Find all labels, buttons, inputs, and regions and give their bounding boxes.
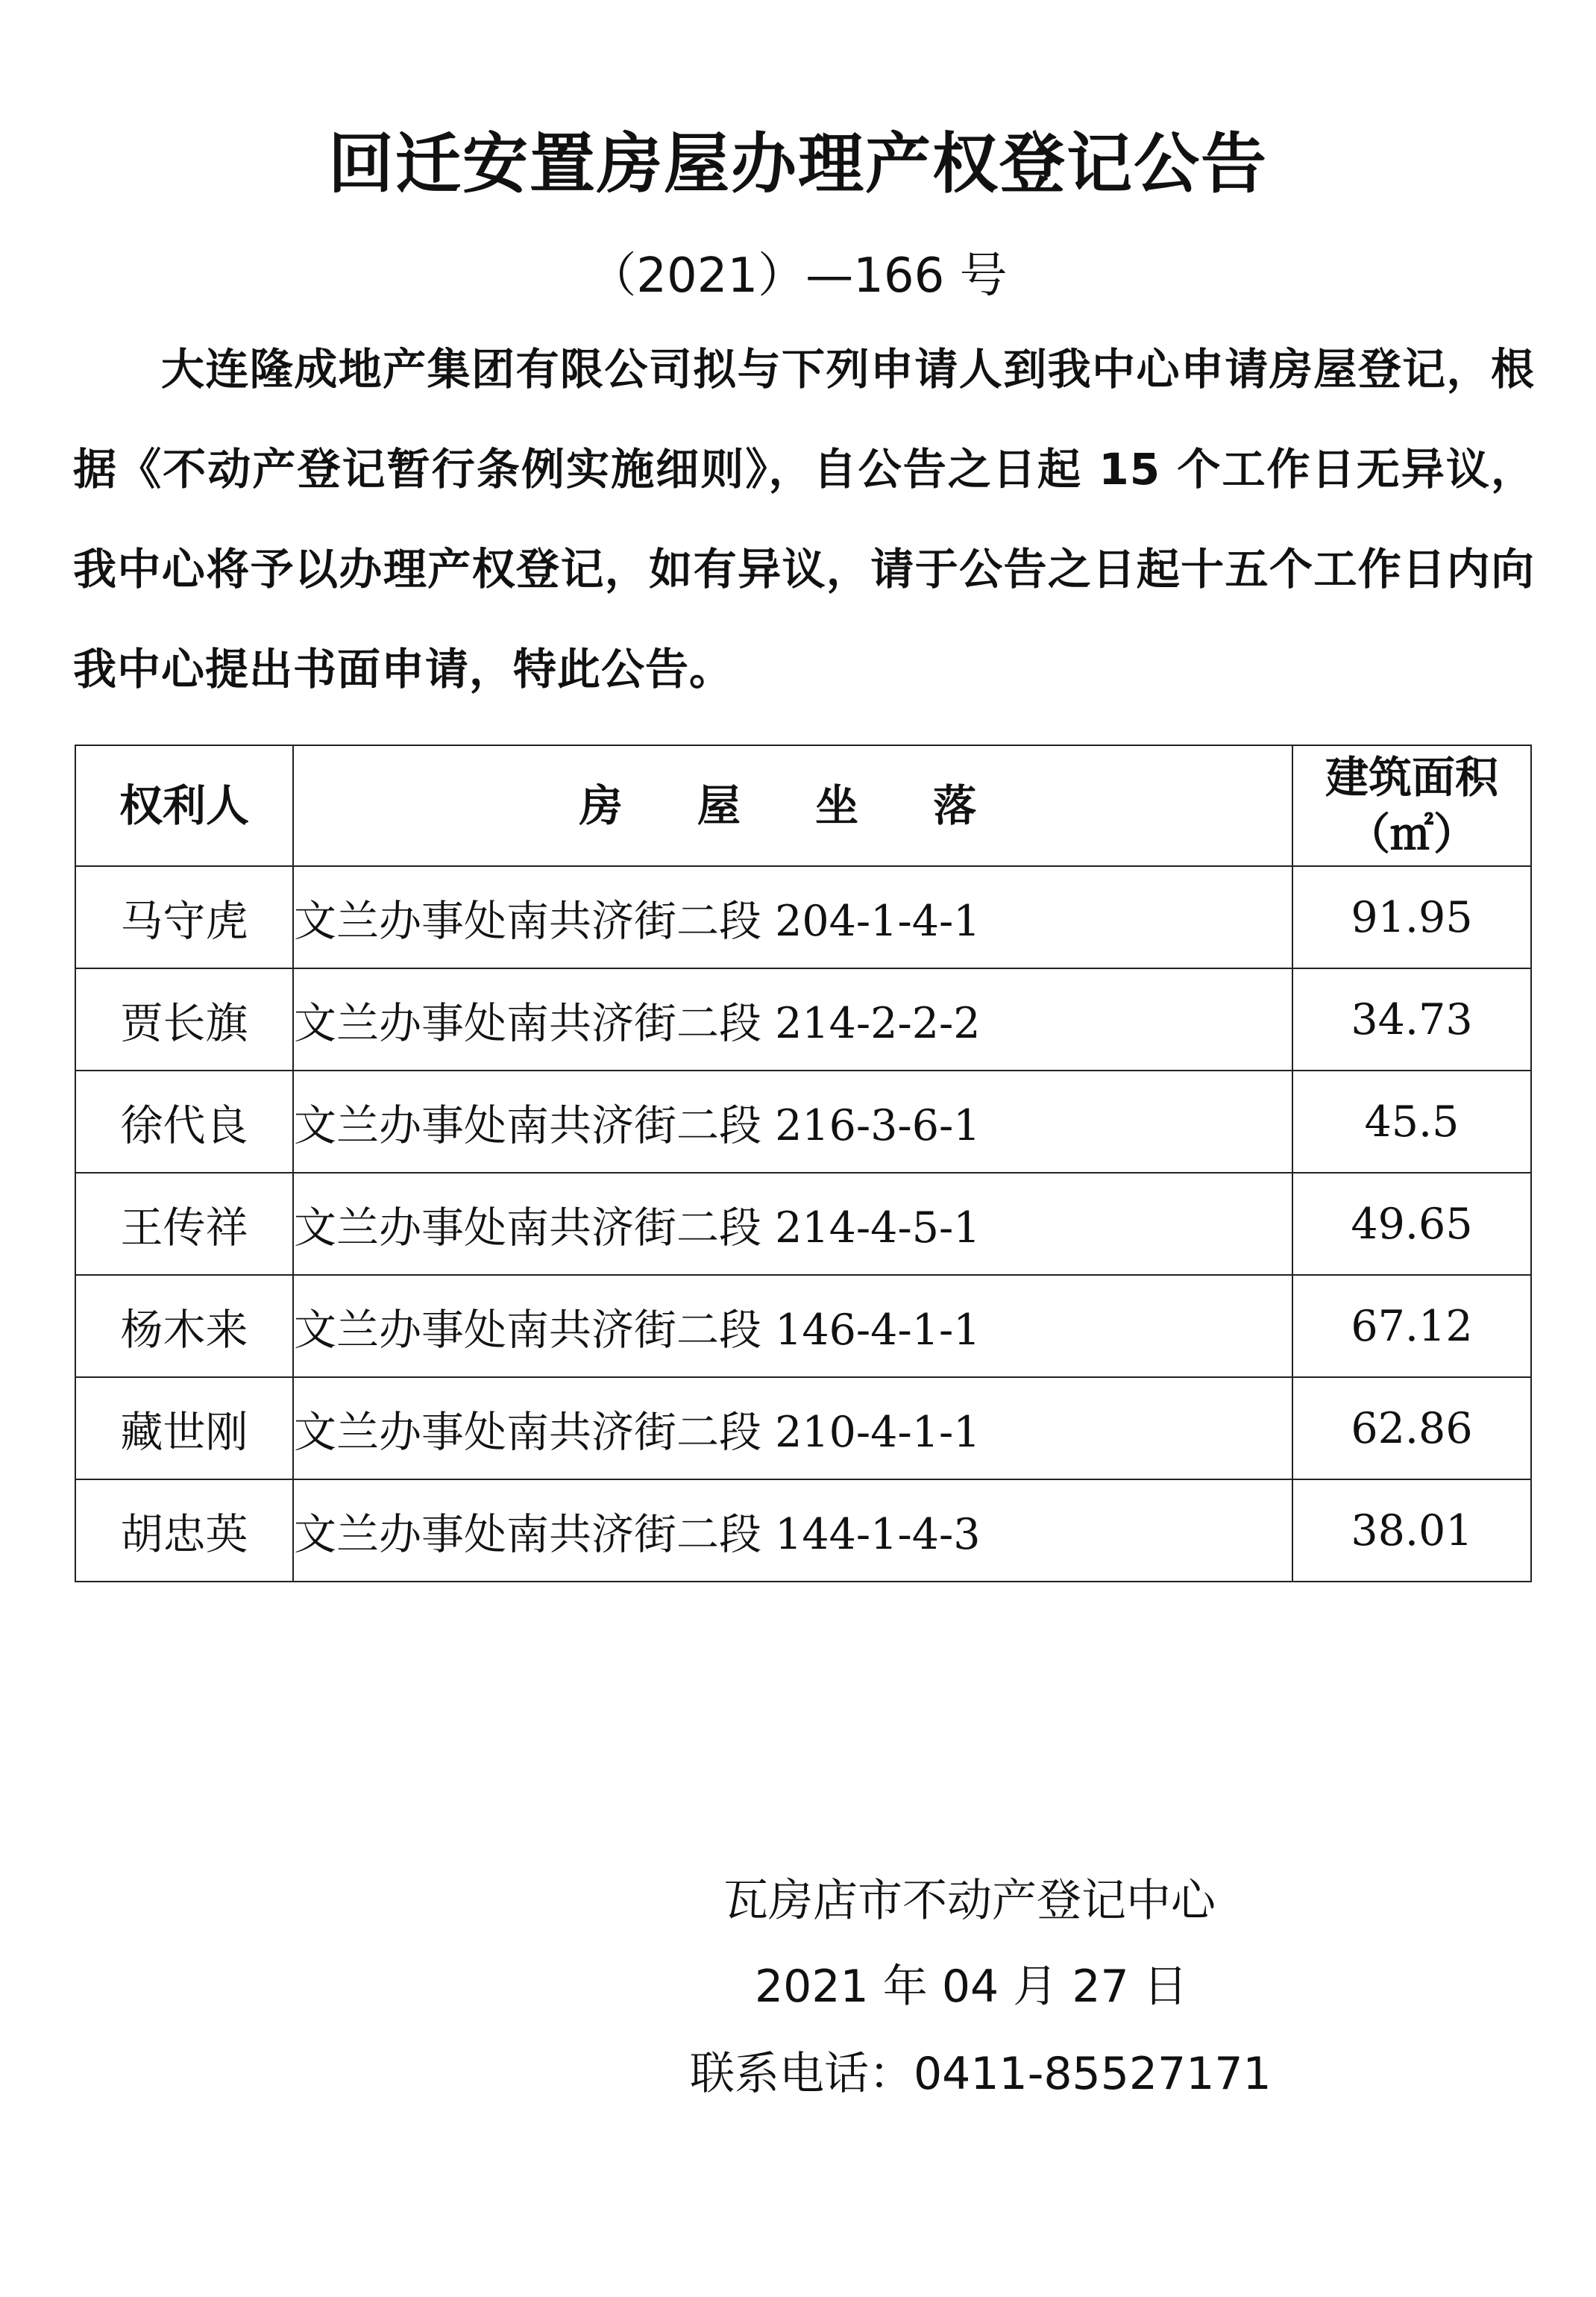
owner-cell: 胡忠英 <box>75 1479 293 1582</box>
contact-phone: 联系电话：0411-85527171 <box>690 2048 1272 2100</box>
table-row <box>75 1173 1531 1275</box>
address-cell: 文兰办事处南共济街二段 214-2-2-2 <box>293 968 1292 1071</box>
area-cell: 62.86 <box>1292 1377 1531 1479</box>
area-cell: 45.5 <box>1292 1071 1531 1173</box>
area-cell: 34.73 <box>1292 968 1531 1071</box>
area-cell: 67.12 <box>1292 1275 1531 1377</box>
issue-date: 2021 年 04 月 27 日 <box>755 1961 1188 2013</box>
table-row <box>75 1071 1531 1173</box>
notice-body: 大连隆成地产集团有限公司拟与下列申请人到我中心申请房屋登记，根据《不动产登记暂行条例实施细则》，自公告之日起 15 个工作日无异议，我中心将予以办理产权登记，如有异议，请于公告之日起十五个工作日内向我中心提出书面申请，特此公告。 <box>73 344 1535 695</box>
table-row <box>75 968 1531 1071</box>
address-cell: 文兰办事处南共济街二段 216-3-6-1 <box>293 1071 1292 1173</box>
page-title: 回迁安置房屋办理产权登记公告 <box>327 125 1268 202</box>
area-cell: 38.01 <box>1292 1479 1531 1582</box>
owner-cell: 徐代良 <box>75 1071 293 1173</box>
table-header-row <box>75 745 1531 866</box>
area-cell: 91.95 <box>1292 866 1531 968</box>
issuing-organization: 瓦房店市不动产登记中心 <box>723 1875 1216 1927</box>
table-row <box>75 866 1531 968</box>
header-address <box>293 745 1292 866</box>
table-row <box>75 1377 1531 1479</box>
address-cell: 文兰办事处南共济街二段 210-4-1-1 <box>293 1377 1292 1479</box>
header-owner: 权利人 <box>75 745 293 866</box>
header-area <box>1292 745 1531 866</box>
area-cell: 49.65 <box>1292 1173 1531 1275</box>
address-cell: 文兰办事处南共济街二段 144-1-4-3 <box>293 1479 1292 1582</box>
registry-table <box>75 745 1532 1582</box>
owner-cell: 藏世刚 <box>75 1377 293 1479</box>
header-address-label: 房 屋 坐 落 <box>579 780 1007 831</box>
header-area-unit: （㎡） <box>1346 809 1477 859</box>
header-area-label: 建筑面积 <box>1325 752 1498 803</box>
document-number: （2021）—166 号 <box>588 248 1008 304</box>
address-cell: 文兰办事处南共济街二段 204-1-4-1 <box>293 866 1292 968</box>
owner-cell: 贾长旗 <box>75 968 293 1071</box>
owner-cell: 杨木来 <box>75 1275 293 1377</box>
address-cell: 文兰办事处南共济街二段 146-4-1-1 <box>293 1275 1292 1377</box>
owner-cell: 王传祥 <box>75 1173 293 1275</box>
address-cell: 文兰办事处南共济街二段 214-4-5-1 <box>293 1173 1292 1275</box>
table-row <box>75 1275 1531 1377</box>
owner-cell: 马守虎 <box>75 866 293 968</box>
table-row <box>75 1479 1531 1582</box>
